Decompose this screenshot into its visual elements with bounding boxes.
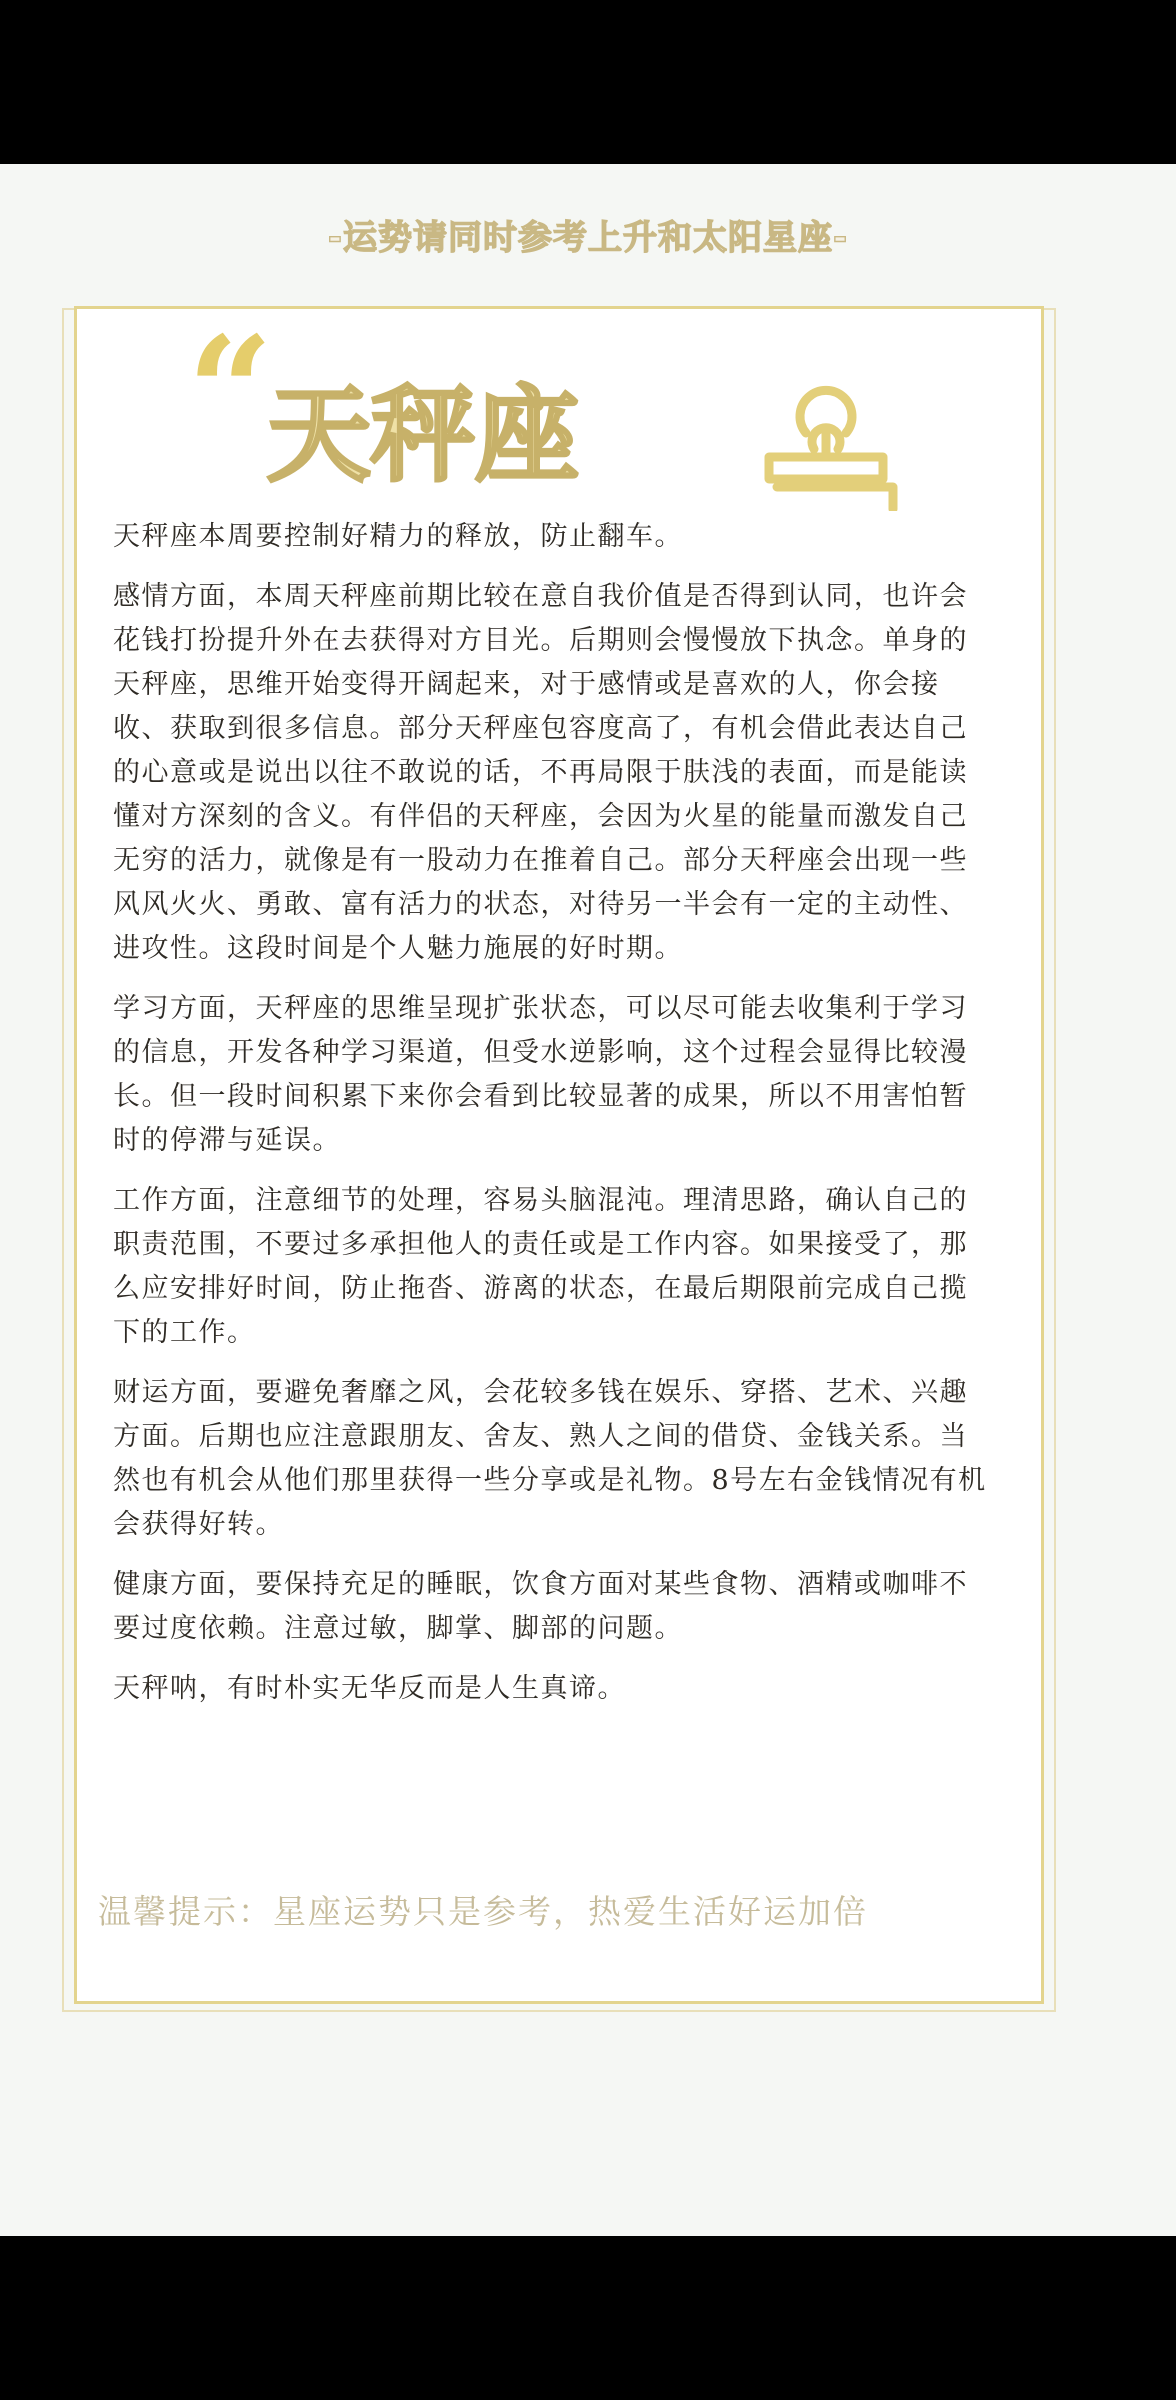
closing-paragraph: 天秤呐，有时朴实无华反而是人生真谛。	[113, 1673, 626, 1704]
love-paragraph: 感情方面，本周天秤座前期比较在意自我价值是否得到认同，也许会花钱打扮提升外在去获得对方目光。后期则会慢慢放下执念。单身的天秤座，思维开始变得开阔起来，对于感情或是喜欢的人，你会接收、获取到很多信息。部分天秤座包容度高了，有机会借此表达自己的心意或是说出以往不敢说的话，不再局限于肤浅的表面，而是能读懂对方深刻的含义。有伴侣的天秤座，会因为火星的能量而激发自己无穷的活力，就像是有一股动力在推着自己。部分天秤座会出现一些风风火火、勇敢、富有活力的状态，对待另一半会有一定的主动性、进攻性。这段时间是个人魅力施展的好时期。	[113, 581, 968, 964]
health-paragraph: 健康方面，要保持充足的睡眠，饮食方面对某些食物、酒精或咖啡不要过度依赖。注意过敏，脚掌、脚部的问题。	[113, 1569, 968, 1644]
bottom-black-bar	[0, 2236, 1176, 2400]
content-card	[74, 306, 1044, 2004]
card-header	[77, 304, 1041, 496]
work-paragraph: 工作方面，注意细节的处理，容易头脑混沌。理清思路，确认自己的职责范围，不要过多承担他人的责任或是工作内容。如果接受了，那么应安排好时间，防止拖沓、游离的状态，在最后期限前完成自己揽下的工作。	[113, 1185, 968, 1348]
libra-zodiac-icon	[751, 371, 901, 511]
footer-tip: 温馨提示：星座运势只是参考，热爱生活好运加倍	[98, 1892, 868, 1931]
subtitle: -运势请同时参考上升和太阳星座-	[327, 218, 849, 258]
intro-paragraph: 天秤座本周要控制好精力的释放，防止翻车。	[113, 521, 683, 552]
horoscope-image	[0, 164, 1176, 2236]
horoscope-text	[113, 515, 993, 1727]
page-title: 天秤座	[267, 374, 580, 496]
wealth-paragraph: 财运方面，要避免奢靡之风，会花较多钱在娱乐、穿搭、艺术、兴趣方面。后期也应注意跟朋友、舍友、熟人之间的借贷、金钱关系。当然也有机会从他们那里获得一些分享或是礼物。8号左右金钱情况有机会获得好转。	[113, 1377, 987, 1540]
top-black-bar	[0, 0, 1176, 164]
study-paragraph: 学习方面，天秤座的思维呈现扩张状态，可以尽可能去收集利于学习的信息，开发各种学习渠道，但受水逆影响，这个过程会显得比较漫长。但一段时间积累下来你会看到比较显著的成果，所以不用害怕暂时的停滞与延误。	[113, 993, 968, 1156]
quote-mark: “	[187, 304, 274, 480]
